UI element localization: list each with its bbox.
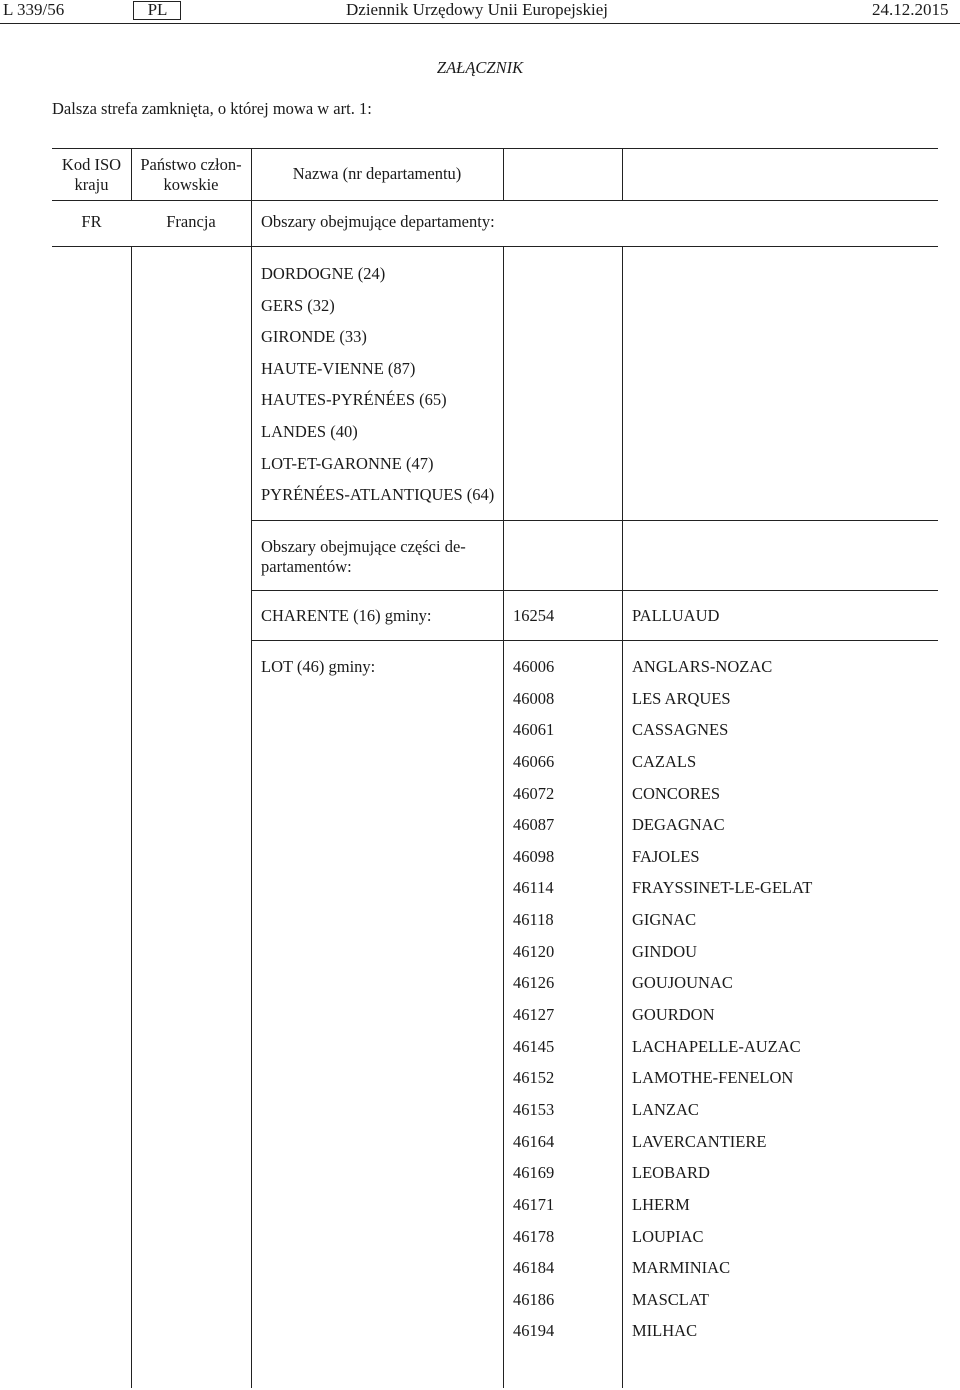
- column-divider-iso-upper: [131, 246, 132, 640]
- commune-code: 46061: [513, 720, 555, 740]
- commune-name: LHERM: [632, 1194, 690, 1214]
- country-row-rule: [52, 246, 938, 247]
- commune-code: 46126: [513, 973, 555, 993]
- commune-name: MASCLAT: [632, 1289, 710, 1309]
- list-item: DORDOGNE (24): [261, 264, 386, 283]
- commune-code: 46186: [513, 1289, 555, 1309]
- whole-departments-heading: Obszary obejmujące departamenty:: [261, 212, 495, 231]
- partial-heading-rule: [251, 590, 938, 591]
- list-item: HAUTE-VIENNE (87): [261, 358, 416, 378]
- list-item: PYRÉNÉES-ATLANTIQUES (64): [261, 485, 495, 505]
- commune-name: GIGNAC: [632, 910, 697, 930]
- publication-date: 24.12.2015: [872, 0, 949, 19]
- header-bottom-rule: [52, 200, 938, 201]
- commune-code: 46145: [513, 1036, 555, 1056]
- commune-name: GOUJOUNAC: [632, 973, 733, 993]
- commune-name: LAVERCANTIERE: [632, 1131, 767, 1151]
- commune-code: 46184: [513, 1258, 555, 1278]
- commune-name: LEOBARD: [632, 1163, 710, 1183]
- list-item: LOT-ET-GARONNE (47): [261, 453, 434, 473]
- commune-code: 46127: [513, 1005, 555, 1025]
- commune-code: 46153: [513, 1099, 555, 1119]
- commune-name: MILHAC: [632, 1321, 698, 1341]
- list-item: LANDES (40): [261, 421, 358, 441]
- intro-text: Dalsza strefa zamknięta, o której mowa w art. 1:: [52, 99, 372, 118]
- commune-code: 46164: [513, 1131, 555, 1151]
- partial-departments-heading: Obszary obejmujące części de- partamentów:: [261, 537, 466, 576]
- commune-name: LOUPIAC: [632, 1226, 704, 1246]
- charente-row-rule: [251, 640, 938, 641]
- commune-name: LAMOTHE-FENELON: [632, 1068, 794, 1088]
- list-item: GERS (32): [261, 295, 335, 315]
- commune-name: GOURDON: [632, 1005, 715, 1025]
- page-reference: L 339/56: [3, 0, 65, 19]
- column-divider-iso-lower: [131, 640, 132, 1388]
- column-divider-name: [503, 246, 504, 1388]
- charente-commune: PALLUAUD: [632, 606, 720, 625]
- commune-name: CONCORES: [632, 783, 721, 803]
- header-member-state: Państwo człon- kowskie: [140, 155, 242, 194]
- commune-code: 46008: [513, 688, 555, 708]
- column-divider-state: [251, 148, 252, 1388]
- commune-name: CAZALS: [632, 751, 697, 771]
- charente-label: CHARENTE (16) gminy:: [261, 606, 432, 625]
- language-code: PL: [147, 0, 168, 19]
- lot-code-column: [513, 657, 554, 1353]
- lot-label: LOT (46) gminy:: [261, 657, 376, 676]
- commune-name: FAJOLES: [632, 846, 700, 866]
- commune-code: 46006: [513, 657, 555, 676]
- charente-code: 16254: [513, 606, 555, 625]
- commune-code: 46118: [513, 910, 554, 930]
- commune-name: MARMINIAC: [632, 1258, 731, 1278]
- column-divider-code-header: [622, 148, 623, 200]
- commune-code: 46114: [513, 878, 554, 898]
- commune-code: 46087: [513, 815, 555, 835]
- header-rule: [0, 23, 960, 24]
- journal-title: Dziennik Urzędowy Unii Europejskiej: [346, 0, 609, 19]
- departments-bottom-rule: [251, 520, 938, 521]
- header-iso-code: Kod ISO kraju: [61, 155, 122, 194]
- commune-code: 46178: [513, 1226, 555, 1246]
- lot-name-column: [632, 657, 812, 1353]
- commune-name: CASSAGNES: [632, 720, 729, 740]
- annex-title: ZAŁĄCZNIK: [436, 58, 524, 77]
- commune-name: LANZAC: [632, 1099, 699, 1119]
- member-state: Francja: [166, 212, 216, 231]
- iso-code: FR: [81, 212, 102, 231]
- commune-name: GINDOU: [632, 941, 698, 961]
- commune-code: 46072: [513, 783, 555, 803]
- commune-code: 46152: [513, 1068, 555, 1088]
- commune-name: LACHAPELLE-AUZAC: [632, 1036, 801, 1056]
- commune-name: ANGLARS-NOZAC: [632, 657, 773, 676]
- commune-code: 46120: [513, 941, 555, 961]
- commune-code: 46098: [513, 846, 555, 866]
- commune-code: 46066: [513, 751, 555, 771]
- commune-code: 46171: [513, 1194, 555, 1214]
- list-item: GIRONDE (33): [261, 327, 367, 347]
- column-divider-code: [622, 246, 623, 1388]
- commune-name: LES ARQUES: [632, 688, 731, 708]
- column-divider-name-header: [503, 148, 504, 200]
- list-item: HAUTES-PYRÉNÉES (65): [261, 390, 447, 410]
- commune-name: FRAYSSINET-LE-GELAT: [632, 878, 813, 898]
- table-top-rule: [52, 148, 938, 149]
- commune-code: 46169: [513, 1163, 555, 1183]
- header-name: Nazwa (nr departamentu): [292, 164, 462, 183]
- commune-name: DEGAGNAC: [632, 815, 725, 835]
- department-list: [261, 264, 494, 517]
- commune-code: 46194: [513, 1321, 555, 1341]
